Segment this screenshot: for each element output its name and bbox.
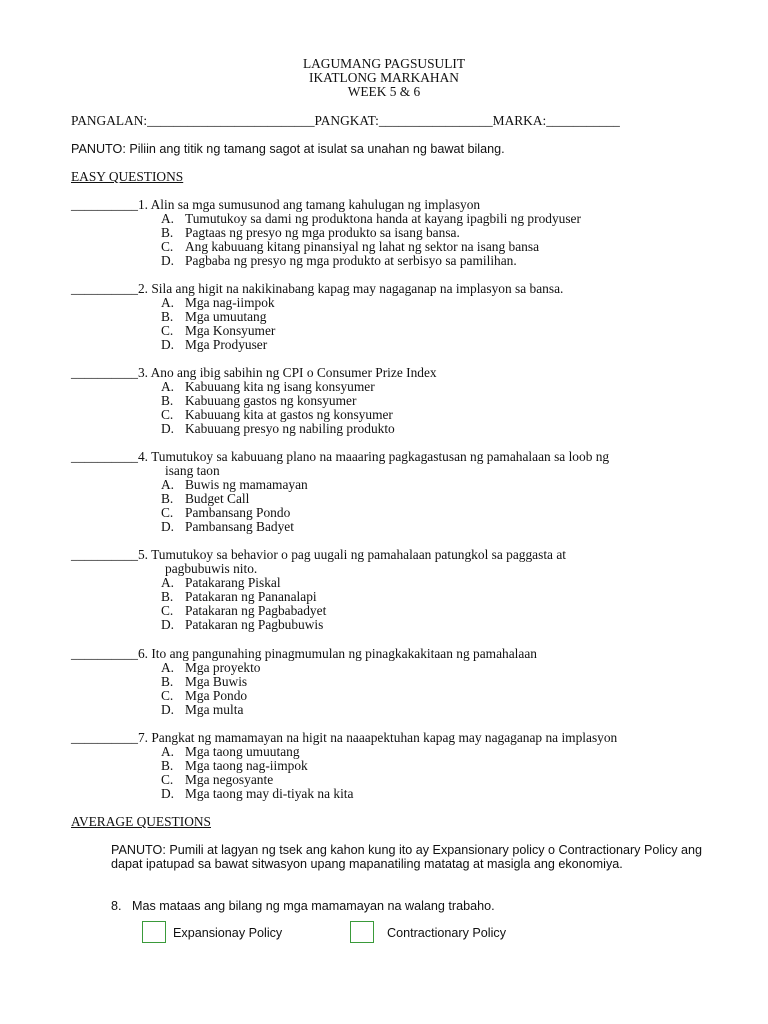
question-5-option-d[interactable] (161, 618, 323, 632)
question-3-option-b[interactable] (161, 394, 356, 408)
question-2-option-a[interactable] (161, 296, 275, 310)
option-letter: C. (161, 407, 174, 422)
option-letter: D. (161, 337, 175, 352)
question-1-option-b[interactable] (161, 226, 460, 240)
question-5-option-a[interactable] (161, 576, 281, 590)
question-5-stem: __________5. Tumutukoy sa behavior o pag uugali ng pamahalaan patungkol sa paggasta at (71, 547, 566, 562)
option-text: Mga umuutang (185, 309, 267, 324)
question-8-number: 8. (111, 899, 122, 913)
title-line-2: IKATLONG MARKAHAN (309, 70, 459, 85)
option-text: Mga taong umuutang (185, 744, 300, 759)
option-text: Ang kabuuang kitang pinansiyal ng lahat ng sektor na isang bansa (185, 239, 540, 254)
average-questions-heading: AVERAGE QUESTIONS (71, 814, 211, 829)
option-text: Kabuuang kita ng isang konsyumer (185, 379, 375, 394)
option-letter: C. (161, 323, 174, 338)
option-text: Mga negosyante (185, 772, 274, 787)
question-6-stem: __________6. Ito ang pangunahing pinagmumulan ng pinagkakakitaan ng pamahalaan (71, 646, 537, 661)
question-2-stem: __________2. Sila ang higit na nakikinabang kapag may nagaganap na implasyon sa bansa. (71, 281, 564, 296)
instructions-2: PANUTO: Pumili at lagyan ng tsek ang kahon kung ito ay Expansionary policy o Contractionary Policy ang dapat ipatupad sa bawat sitwasyon upang mapanatiling matatag at masigla ang ekonomiya. (111, 843, 703, 872)
question-3-option-a[interactable] (161, 380, 375, 394)
option-letter: C. (161, 505, 174, 520)
option-text: Mga Prodyuser (185, 337, 268, 352)
option-letter: A. (161, 575, 175, 590)
question-7-stem: __________7. Pangkat ng mamamayan na higit na naaapektuhan kapag may nagaganap na implasyon (71, 730, 618, 745)
option-letter: D. (161, 421, 175, 436)
option-text: Tumutukoy sa dami ng produktona handa at kayang ipagbili ng prodyuser (185, 211, 581, 226)
question-1-stem: __________1. Alin sa mga sumusunod ang tamang kahulugan ng implasyon (71, 197, 481, 212)
question-4-stem-continued: isang taon (165, 463, 220, 478)
option-text: Budget Call (185, 491, 250, 506)
question-4-stem: __________4. Tumutukoy sa kabuuang plano na maaaring pagkagastusan ng pamahalaan sa loob ng (71, 449, 610, 464)
question-6-option-b[interactable] (161, 675, 247, 689)
question-3-stem: __________3. Ano ang ibig sabihin ng CPI o Consumer Prize Index (71, 365, 437, 380)
option-letter: B. (161, 589, 174, 604)
option-letter: B. (161, 225, 174, 240)
question-6-option-a[interactable] (161, 661, 261, 675)
question-1-option-a[interactable] (161, 212, 581, 226)
question-6-option-c[interactable] (161, 689, 247, 703)
option-letter: C. (161, 603, 174, 618)
option-text: Pambansang Badyet (185, 519, 294, 534)
option-letter: D. (161, 702, 175, 717)
question-2-option-d[interactable] (161, 338, 267, 352)
option-letter: A. (161, 379, 175, 394)
option-letter: A. (161, 660, 175, 675)
option-letter: C. (161, 772, 174, 787)
option-text: Buwis ng mamamayan (185, 477, 308, 492)
question-5-option-c[interactable] (161, 604, 326, 618)
question-7-option-d[interactable] (161, 787, 353, 801)
question-7-option-b[interactable] (161, 759, 308, 773)
easy-questions-heading: EASY QUESTIONS (71, 169, 184, 184)
option-text: Mga taong may di-tiyak na kita (185, 786, 354, 801)
question-1-option-d[interactable] (161, 254, 517, 268)
question-6-option-d[interactable] (161, 703, 243, 717)
option-letter: A. (161, 744, 175, 759)
option-letter: B. (161, 309, 174, 324)
option-letter: A. (161, 211, 175, 226)
question-4-option-d[interactable] (161, 520, 294, 534)
option-letter: B. (161, 674, 174, 689)
question-1-option-c[interactable] (161, 240, 539, 254)
option-text: Patakaran ng Pagbabadyet (185, 603, 327, 618)
option-text: Mga multa (185, 702, 244, 717)
question-3-option-c[interactable] (161, 408, 393, 422)
option-text: Patakaran ng Pagbubuwis (185, 617, 324, 632)
option-letter: A. (161, 295, 175, 310)
option-text: Kabuuang kita at gastos ng konsyumer (185, 407, 393, 422)
option-text: Kabuuang gastos ng konsyumer (185, 393, 357, 408)
question-3-option-d[interactable] (161, 422, 395, 436)
question-8-text: Mas mataas ang bilang ng mga mamamayan na walang trabaho. (132, 899, 495, 913)
question-4-option-b[interactable] (161, 492, 249, 506)
option-text: Patakaran ng Pananalapi (185, 589, 317, 604)
contractionary-policy-label: Contractionary Policy (387, 926, 506, 940)
option-text: Pagbaba ng presyo ng mga produkto at serbisyo sa pamilihan. (185, 253, 517, 268)
option-text: Mga proyekto (185, 660, 261, 675)
option-letter: C. (161, 239, 174, 254)
question-4-option-c[interactable] (161, 506, 290, 520)
contractionary-policy-checkbox[interactable] (350, 921, 374, 943)
question-7-option-c[interactable] (161, 773, 273, 787)
question-8-stem (111, 899, 495, 913)
question-7-option-a[interactable] (161, 745, 300, 759)
option-text: Mga Buwis (185, 674, 248, 689)
title-line-3: WEEK 5 & 6 (347, 84, 421, 99)
title-line-1: LAGUMANG PAGSUSULIT (302, 56, 466, 71)
option-text: Mga Pondo (185, 688, 248, 703)
option-text: Patakarang Piskal (185, 575, 281, 590)
question-5-stem-continued: pagbubuwis nito. (165, 561, 258, 576)
option-letter: D. (161, 786, 175, 801)
option-letter: D. (161, 617, 175, 632)
option-letter: D. (161, 519, 175, 534)
question-5-option-b[interactable] (161, 590, 317, 604)
question-2-option-b[interactable] (161, 310, 266, 324)
option-letter: D. (161, 253, 175, 268)
question-2-option-c[interactable] (161, 324, 275, 338)
option-text: Kabuuang presyo ng nabiling produkto (185, 421, 395, 436)
option-text: Mga nag-iimpok (185, 295, 275, 310)
instructions-1: PANUTO: Piliin ang titik ng tamang sagot at isulat sa unahan ng bawat bilang. (71, 142, 505, 156)
option-letter: B. (161, 758, 174, 773)
option-text: Pagtaas ng presyo ng mga produkto sa isang bansa. (185, 225, 460, 240)
option-letter: B. (161, 491, 174, 506)
expansionary-policy-label: Expansionay Policy (173, 926, 283, 940)
option-text: Pambansang Pondo (185, 505, 291, 520)
option-text: Mga Konsyumer (185, 323, 276, 338)
option-letter: B. (161, 393, 174, 408)
question-4-option-a[interactable] (161, 478, 308, 492)
option-text: Mga taong nag-iimpok (185, 758, 308, 773)
option-letter: C. (161, 688, 174, 703)
student-info-line: PANGALAN:_________________________PANGKAT:_________________MARKA:___________ (71, 113, 620, 128)
expansionary-policy-checkbox[interactable] (142, 921, 166, 943)
option-letter: A. (161, 477, 175, 492)
